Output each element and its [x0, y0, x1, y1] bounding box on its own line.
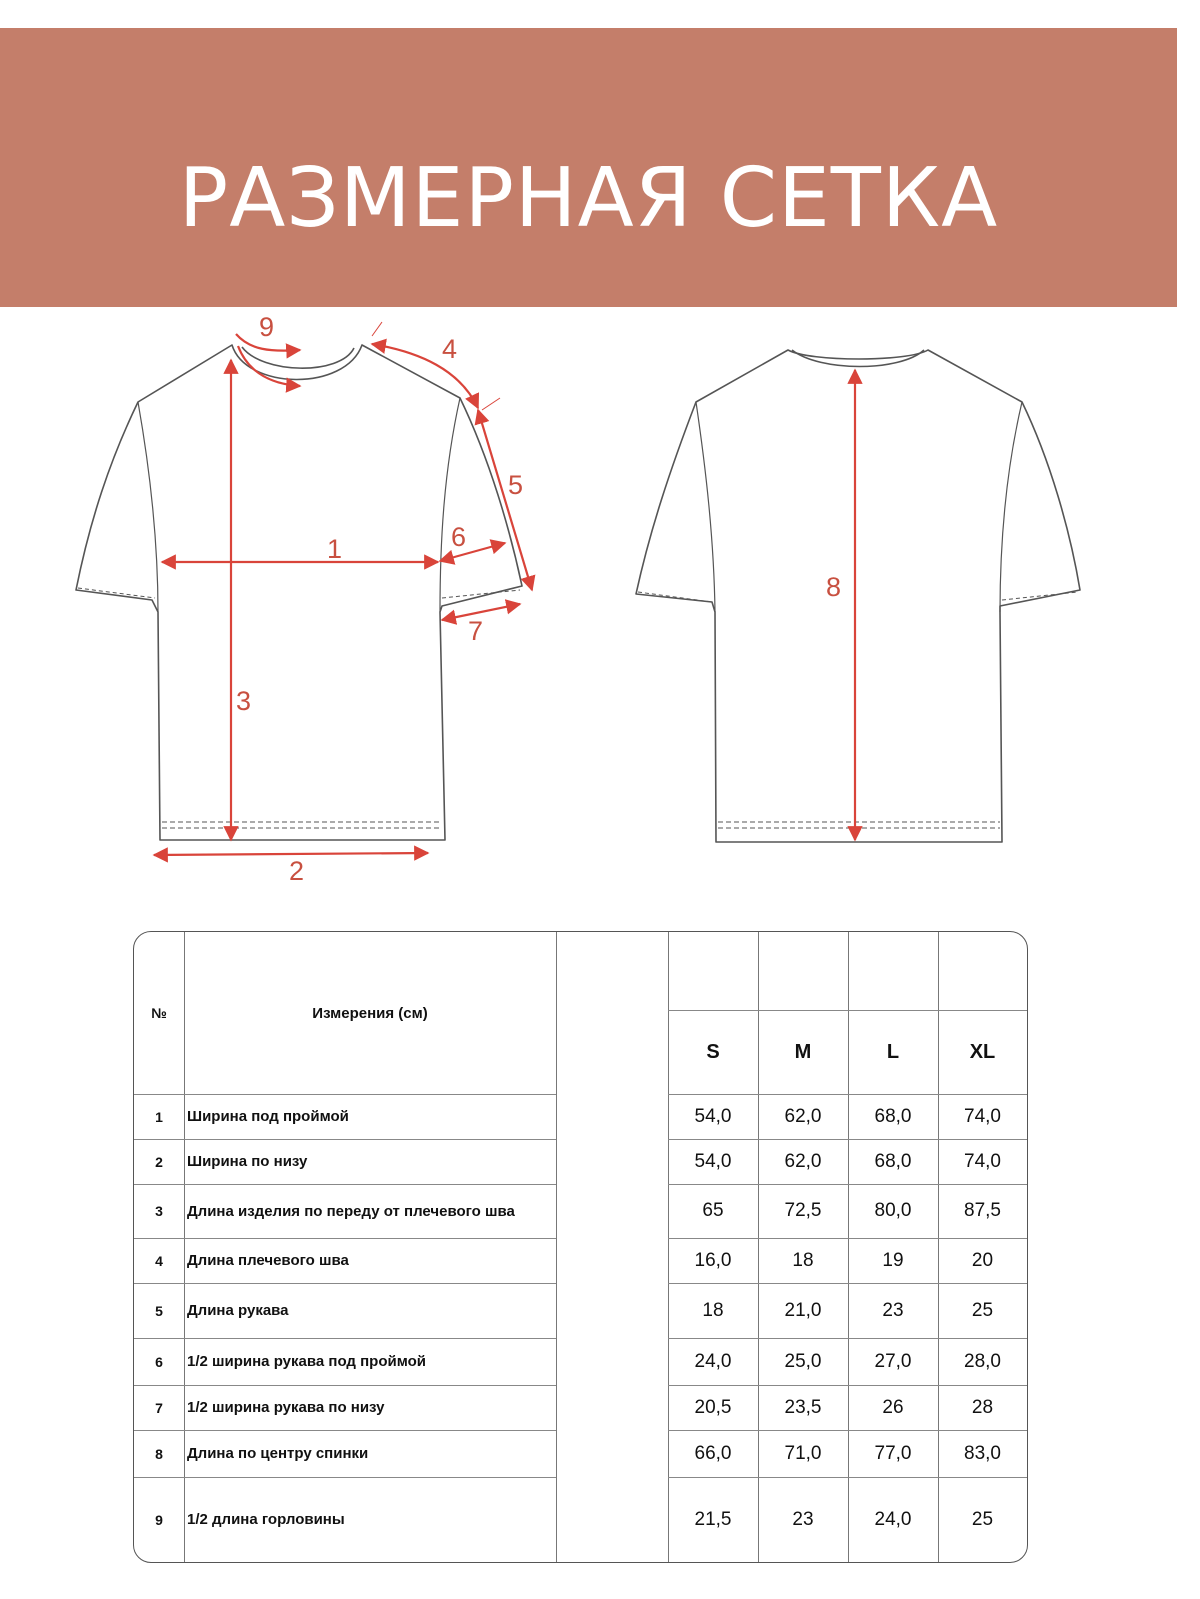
measure-label-5: 5: [508, 470, 524, 500]
measure-label-1: 1: [327, 534, 343, 564]
table-grid-line: [134, 1238, 556, 1239]
size-header-s: S: [706, 1040, 720, 1063]
row-value-m: 18: [792, 1249, 814, 1271]
row-value-l: 77,0: [874, 1442, 912, 1464]
row-value-s: 54,0: [694, 1105, 732, 1127]
measure-label-4: 4: [442, 334, 458, 364]
header-measure: Измерения (см): [312, 1004, 428, 1022]
row-num: 7: [155, 1399, 163, 1416]
row-value-l: 27,0: [874, 1350, 912, 1372]
table-grid-line: [134, 1430, 556, 1431]
row-value-xl: 25: [971, 1299, 994, 1321]
row-value-xl: 25: [971, 1508, 994, 1530]
row-value-l: 80,0: [874, 1200, 912, 1221]
row-value-l: 19: [882, 1249, 904, 1271]
size-header-l: L: [886, 1040, 900, 1063]
row-measure-name: Длина плечевого шва: [187, 1252, 349, 1269]
measure-label-7: 7: [468, 616, 484, 646]
table-grid-line: [668, 1338, 1027, 1339]
row-value-l: 26: [882, 1396, 904, 1418]
table-grid-line: [556, 932, 557, 1562]
size-header-m: M: [794, 1040, 812, 1063]
row-value-xl: 28,0: [964, 1350, 1001, 1372]
table-grid-line: [668, 1238, 1027, 1239]
row-measure-name: Ширина под проймой: [187, 1108, 349, 1125]
table-grid-line: [758, 932, 759, 1562]
row-value-xl: 87,5: [964, 1200, 1001, 1221]
row-num: 3: [155, 1203, 163, 1219]
row-num: 9: [155, 1511, 163, 1528]
table-grid-line: [848, 932, 849, 1562]
row-num: 1: [155, 1108, 163, 1125]
size-table: [133, 931, 1028, 1563]
table-grid-line: [668, 1010, 1027, 1011]
row-value-s: 16,0: [694, 1249, 732, 1271]
row-measure-name: Длина по центру спинки: [187, 1445, 369, 1462]
measure-label-2: 2: [289, 856, 305, 886]
row-value-m: 21,0: [784, 1299, 822, 1321]
measure-label-8: 8: [826, 572, 842, 602]
row-value-m: 62,0: [784, 1105, 822, 1127]
table-grid-line: [134, 1139, 556, 1140]
table-grid-line: [134, 1477, 556, 1478]
table-grid-line: [668, 1477, 1027, 1478]
table-grid-line: [184, 932, 185, 1562]
row-value-m: 71,0: [784, 1442, 822, 1464]
row-value-s: 18: [702, 1299, 724, 1321]
row-value-xl: 83,0: [964, 1442, 1001, 1464]
header-num: №: [151, 1005, 167, 1021]
row-value-xl: 74,0: [964, 1150, 1001, 1172]
table-grid-line: [668, 1094, 1027, 1095]
table-grid-line: [938, 932, 939, 1562]
table-grid-line: [134, 1184, 556, 1185]
table-grid-line: [134, 1338, 556, 1339]
row-value-xl: 74,0: [964, 1105, 1001, 1127]
row-value-xl: 28: [971, 1396, 994, 1418]
table-grid-line: [668, 932, 669, 1562]
row-value-m: 62,0: [784, 1150, 822, 1172]
row-num: 6: [155, 1353, 163, 1370]
row-measure-name: 1/2 ширина рукава под проймой: [187, 1353, 426, 1370]
row-value-l: 24,0: [874, 1508, 912, 1530]
row-value-m: 23: [792, 1508, 814, 1530]
row-value-s: 54,0: [694, 1150, 732, 1172]
row-num: 2: [155, 1153, 163, 1170]
table-grid-line: [668, 1430, 1027, 1431]
row-value-xl: 20: [971, 1249, 994, 1271]
row-measure-name: Длина рукава: [187, 1302, 289, 1319]
row-measure-name: Ширина по низу: [187, 1153, 308, 1170]
back-tshirt-drawing: [636, 350, 1080, 842]
page-title: РАЗМЕРНАЯ СЕТКА: [178, 151, 999, 246]
row-value-m: 25,0: [784, 1350, 822, 1372]
row-measure-name: 1/2 ширина рукава по низу: [187, 1399, 385, 1416]
row-value-s: 66,0: [694, 1442, 732, 1464]
table-grid-line: [668, 1385, 1027, 1386]
measure-label-3: 3: [236, 686, 252, 716]
row-value-m: 72,5: [784, 1200, 822, 1221]
row-measure-name: Длина изделия по переду от плечевого шва: [187, 1202, 515, 1220]
measure-arrow-2: [154, 853, 428, 855]
table-grid-line: [134, 1385, 556, 1386]
table-grid-line: [668, 1283, 1027, 1284]
row-num: 8: [155, 1445, 163, 1462]
size-header-xl: XL: [969, 1040, 996, 1063]
row-num: 4: [155, 1252, 163, 1269]
measure-label-9: 9: [259, 312, 275, 342]
table-grid-line: [668, 1139, 1027, 1140]
table-grid-line: [668, 1184, 1027, 1185]
table-grid-line: [134, 1094, 556, 1095]
row-value-s: 24,0: [694, 1350, 732, 1372]
front-tshirt-drawing: [76, 345, 522, 840]
row-value-l: 23: [882, 1299, 904, 1321]
row-value-m: 23,5: [784, 1396, 822, 1418]
row-value-l: 68,0: [874, 1150, 912, 1172]
row-value-s: 20,5: [694, 1396, 732, 1418]
row-value-s: 21,5: [694, 1508, 732, 1530]
row-num: 5: [155, 1302, 163, 1319]
measure-label-6: 6: [451, 522, 467, 552]
table-grid-line: [134, 1283, 556, 1284]
row-value-s: 65: [702, 1200, 724, 1221]
row-value-l: 68,0: [874, 1105, 912, 1127]
row-measure-name: 1/2 длина горловины: [187, 1511, 345, 1528]
